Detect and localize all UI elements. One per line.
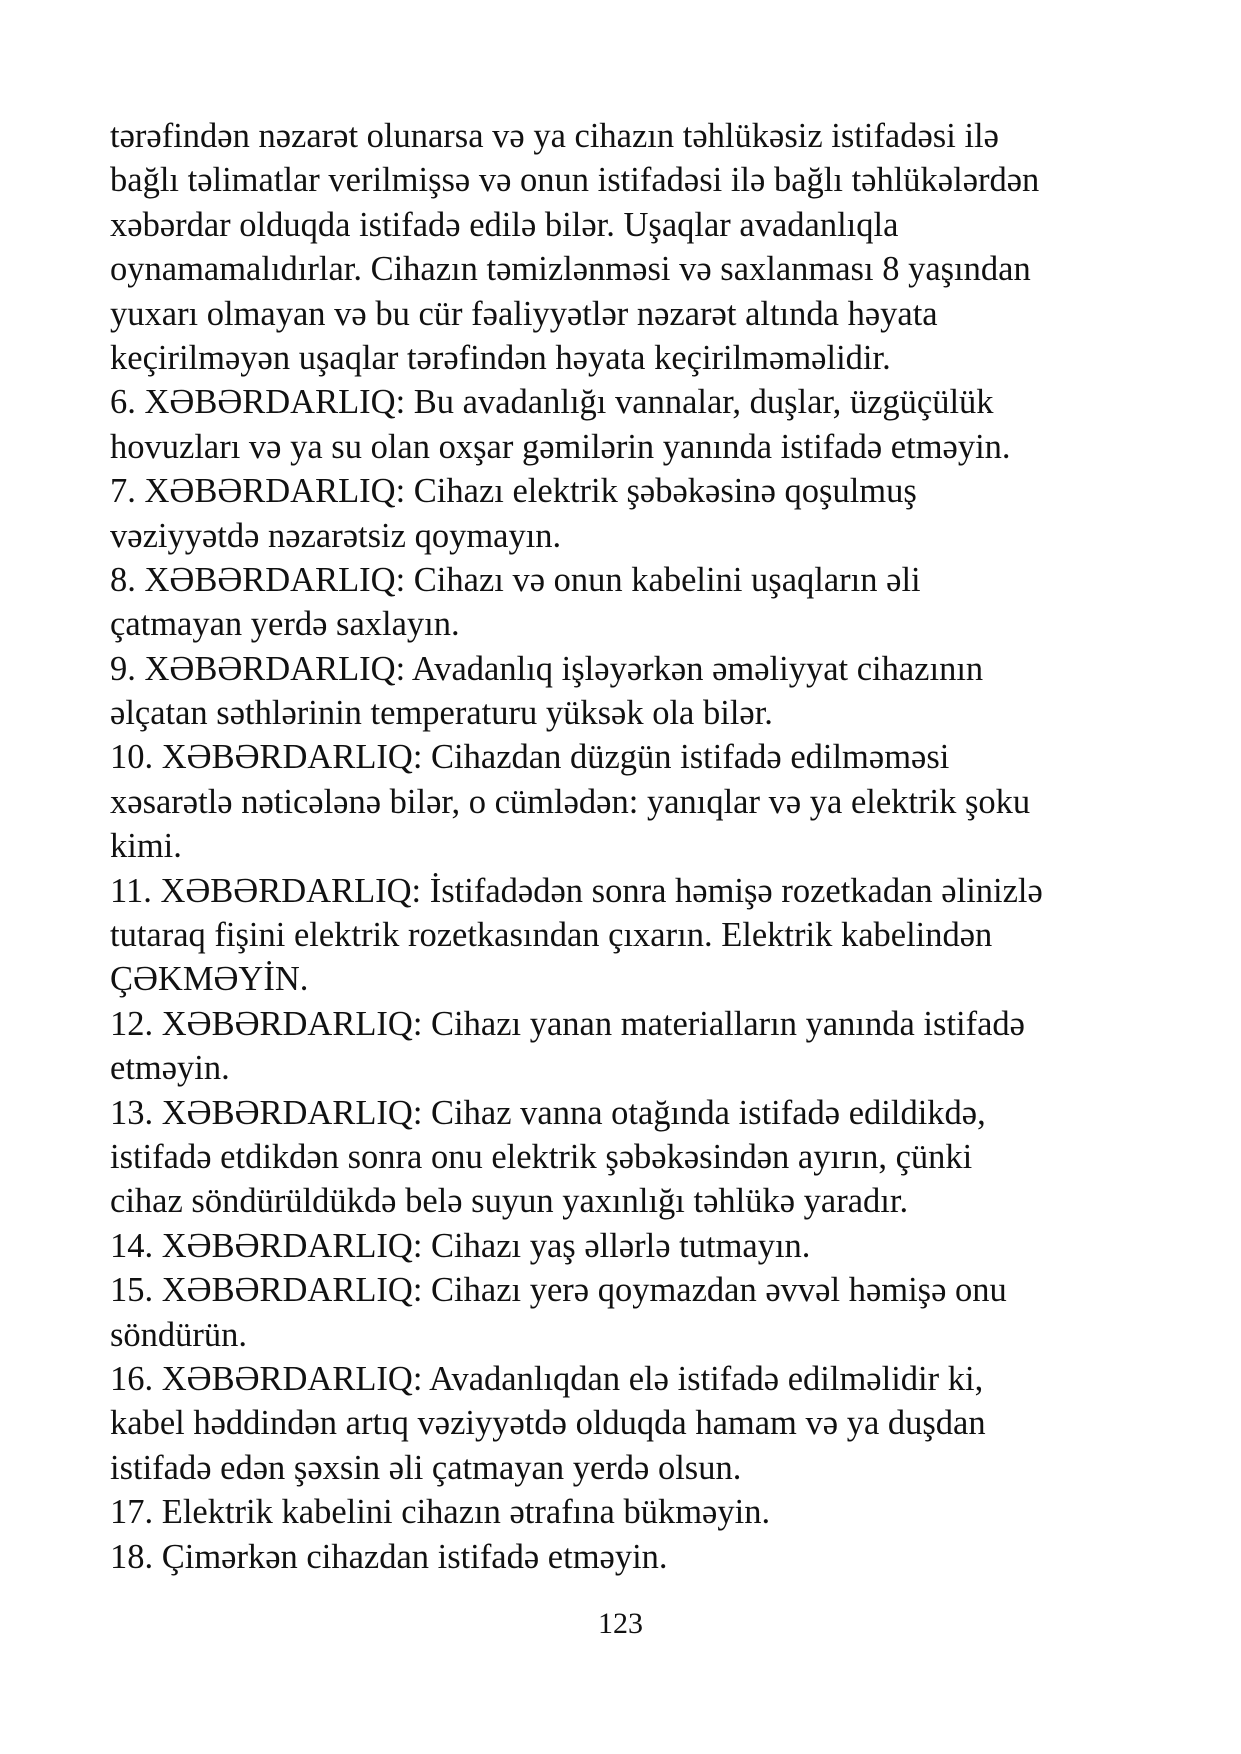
text-line: kabel həddindən artıq vəziyyətdə olduqda hamam və ya duşdan bbox=[110, 1404, 986, 1443]
text-line: istifadə etdikdən sonra onu elektrik şəbəkəsindən ayırın, çünki bbox=[110, 1137, 973, 1176]
body-text bbox=[110, 114, 1190, 1579]
text-line: xəsarətlə nəticələnə bilər, o cümlədən: yanıqlar və ya elektrik şoku bbox=[110, 782, 1031, 821]
warning-item-13: 13. XƏBƏRDARLIQ: Cihaz vanna otağında istifadə edildikdə, bbox=[110, 1093, 986, 1132]
warning-item-16: 16. XƏBƏRDARLIQ: Avadanlıqdan elə istifadə edilməlidir ki, bbox=[110, 1359, 984, 1398]
warning-item-10: 10. XƏBƏRDARLIQ: Cihazdan düzgün istifadə edilməməsi bbox=[110, 738, 950, 777]
text-line: tutaraq fişini elektrik rozetkasından çıxarın. Elektrik kabelindən bbox=[110, 916, 993, 955]
text-line: hovuzları və ya su olan oxşar gəmilərin yanında istifadə etməyin. bbox=[110, 427, 1011, 466]
text-line: istifadə edən şəxsin əli çatmayan yerdə olsun. bbox=[110, 1448, 742, 1487]
text-line: oynamamalıdırlar. Cihazın təmizlənməsi və saxlanması 8 yaşından bbox=[110, 250, 1031, 289]
text-line: cihaz söndürüldükdə belə suyun yaxınlığı təhlükə yaradır. bbox=[110, 1182, 909, 1221]
warning-item-6: 6. XƏBƏRDARLIQ: Bu avadanlığı vannalar, duşlar, üzgüçülük bbox=[110, 383, 994, 422]
text-line: keçirilməyən uşaqlar tərəfindən həyata keçirilməməlidir. bbox=[110, 338, 891, 377]
page-number: 123 bbox=[598, 1607, 643, 1640]
instruction-item-18: 18. Çimərkən cihazdan istifadə etməyin. bbox=[110, 1537, 668, 1576]
text-line: etməyin. bbox=[110, 1049, 230, 1088]
text-line: bağlı təlimatlar verilmişsə və onun istifadəsi ilə bağlı təhlükələrdən bbox=[110, 161, 1040, 200]
text-line: əlçatan səthlərinin temperaturu yüksək ola bilər. bbox=[110, 694, 773, 733]
text-line: çatmayan yerdə saxlayın. bbox=[110, 605, 460, 644]
text-line: kimi. bbox=[110, 827, 182, 866]
text-line: ÇƏKMƏYİN. bbox=[110, 960, 309, 999]
warning-item-15: 15. XƏBƏRDARLIQ: Cihazı yerə qoymazdan əvvəl həmişə onu bbox=[110, 1271, 1007, 1310]
text-line: tərəfindən nəzarət olunarsa və ya cihazın təhlükəsiz istifadəsi ilə bbox=[110, 117, 999, 155]
text-line: vəziyyətdə nəzarətsiz qoymayın. bbox=[110, 516, 562, 555]
text-line: söndürün. bbox=[110, 1315, 248, 1354]
warning-item-11: 11. XƏBƏRDARLIQ: İstifadədən sonra həmişə rozetkadan əlinizlə bbox=[110, 871, 1043, 910]
text-line: xəbərdar olduqda istifadə edilə bilər. Uşaqlar avadanlıqla bbox=[110, 205, 899, 244]
warning-item-7: 7. XƏBƏRDARLIQ: Cihazı elektrik şəbəkəsinə qoşulmuş bbox=[110, 472, 917, 511]
text-line: yuxarı olmayan və bu cür fəaliyyətlər nəzarət altında həyata bbox=[110, 294, 938, 333]
instruction-item-17: 17. Elektrik kabelini cihazın ətrafına bükməyin. bbox=[110, 1493, 771, 1532]
warning-item-9: 9. XƏBƏRDARLIQ: Avadanlıq işləyərkən əməliyyat cihazının bbox=[110, 649, 984, 688]
warning-item-12: 12. XƏBƏRDARLIQ: Cihazı yanan materialların yanında istifadə bbox=[110, 1004, 1025, 1043]
warning-item-8: 8. XƏBƏRDARLIQ: Cihazı və onun kabelini uşaqların əli bbox=[110, 560, 921, 599]
warning-item-14: 14. XƏBƏRDARLIQ: Cihazı yaş əllərlə tutmayın. bbox=[110, 1226, 811, 1265]
